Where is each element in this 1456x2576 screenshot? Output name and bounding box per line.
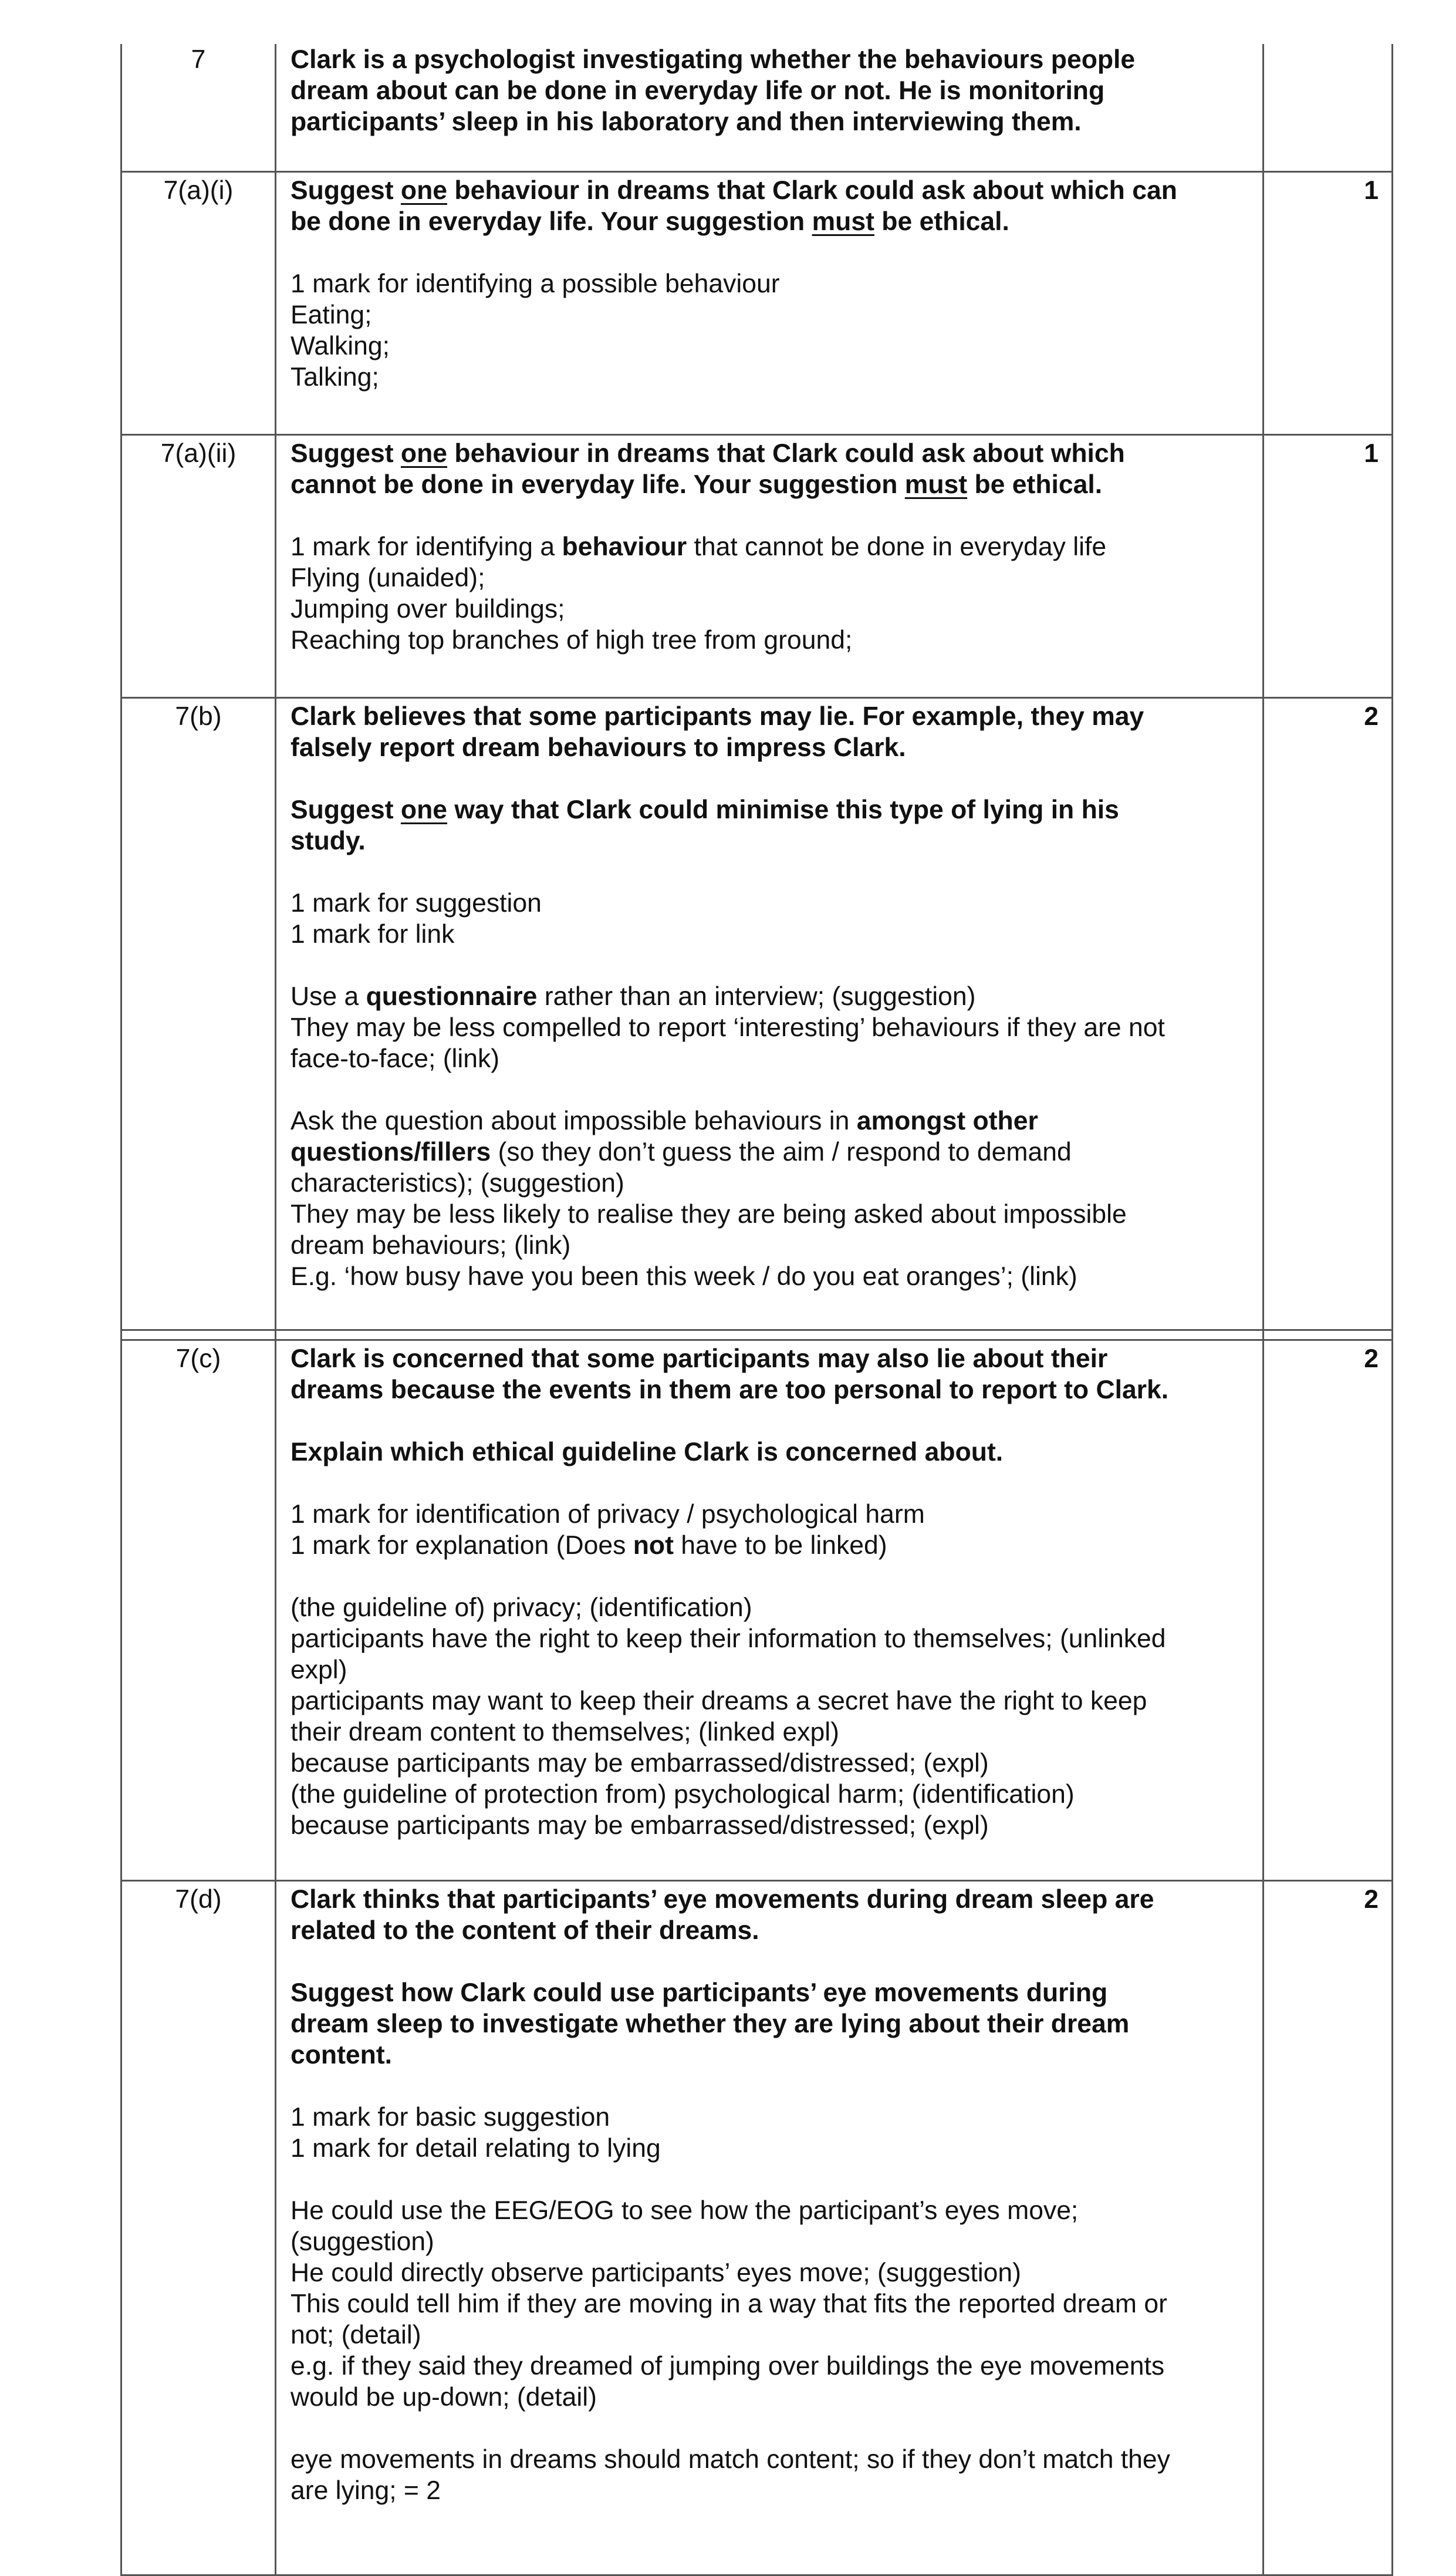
answer-line: [290, 732, 1239, 763]
text-run: dream about can be done in everyday life or not. He is monitoring: [290, 76, 1105, 105]
text-run: not: [633, 1531, 674, 1560]
answer-line: [290, 594, 1239, 625]
text-run: Ask the question about impossible behaviours in: [290, 1107, 857, 1135]
answer-paragraph: [290, 2102, 1239, 2164]
text-run: They may be less likely to realise they are being asked about impossible: [290, 1200, 1127, 1229]
answer-paragraph: [290, 1977, 1239, 2071]
answer-line: [290, 794, 1239, 825]
answer-line: [290, 2039, 1239, 2071]
question-row-7d: [121, 1881, 1393, 2575]
marks-cell: [1264, 44, 1393, 172]
answer-paragraph: [290, 1592, 1239, 1841]
answer-line: [290, 175, 1239, 206]
answer-paragraph: [290, 531, 1239, 656]
text-run: participants’ sleep in his laboratory and then interviewing them.: [290, 107, 1082, 136]
answer-paragraph: [290, 44, 1239, 137]
text-run: have to be linked): [673, 1531, 887, 1560]
text-run: that cannot be done in everyday life: [687, 532, 1107, 561]
text-run: be ethical.: [874, 207, 1009, 236]
text-run: must: [904, 470, 968, 499]
text-run: content.: [290, 2041, 393, 2069]
text-run: participants have the right to keep their information to themselves; (unlinked: [290, 1624, 1166, 1653]
answer-line: [290, 44, 1239, 75]
answer-line: [290, 625, 1239, 656]
mark-scheme-table: [120, 44, 1393, 2576]
answer-line: [290, 2475, 1239, 2506]
answer-line: [290, 1654, 1239, 1685]
text-run: This could tell him if they are moving in a way that fits the reported dream or: [290, 2290, 1167, 2318]
answer-line: [290, 299, 1239, 331]
answer-line: [290, 1043, 1239, 1074]
question-row-7aii: [121, 435, 1393, 698]
answer-line: [290, 1261, 1239, 1292]
text-run: not; (detail): [290, 2321, 421, 2349]
text-run: way that Clark could minimise this type of lying in his: [447, 795, 1119, 824]
text-run: behaviour: [562, 532, 687, 561]
text-run: dream behaviours; (link): [290, 1231, 571, 1260]
text-run: Talking;: [290, 363, 379, 392]
text-run: be ethical.: [967, 470, 1103, 499]
answer-cell: [276, 172, 1264, 435]
answer-line: [290, 1915, 1239, 1946]
text-run: 1 mark for explanation (Does: [290, 1531, 633, 1560]
answer-line: [290, 2382, 1239, 2413]
answer-paragraph: [290, 268, 1239, 393]
text-run: Clark is a psychologist investigating whether the behaviours people: [290, 45, 1136, 74]
text-run: dreams because the events in them are too personal to report to Clark.: [290, 1375, 1169, 1404]
answer-line: [290, 1168, 1239, 1199]
answer-line: [290, 1977, 1239, 2008]
answer-line: [290, 1685, 1239, 1717]
answer-line: [290, 2102, 1239, 2133]
text-run: They may be less compelled to report ‘interesting’ behaviours if they are not: [290, 1013, 1165, 1042]
text-run: are lying; = 2: [290, 2476, 441, 2505]
text-run: face-to-face; (link): [290, 1044, 500, 1073]
text-run: dream sleep to investigate whether they are lying about their dream: [290, 2009, 1130, 2038]
answer-line: [290, 981, 1239, 1012]
marks-cell: 2: [1264, 1340, 1393, 1881]
answer-line: [290, 1437, 1239, 1468]
answer-line: [290, 2008, 1239, 2039]
text-run: cannot be done in everyday life. Your suggestion: [290, 470, 905, 499]
text-run: characteristics); (suggestion): [290, 1169, 624, 1198]
answer-line: [290, 2226, 1239, 2257]
answer-paragraph: [290, 1499, 1239, 1561]
answer-line: [290, 438, 1239, 469]
question-row-7c: [121, 1340, 1393, 1881]
text-run: expl): [290, 1655, 347, 1684]
answer-line: [290, 2319, 1239, 2351]
text-run: study.: [290, 827, 366, 855]
text-run: 1 mark for detail relating to lying: [290, 2134, 661, 2163]
answer-paragraph: [290, 175, 1239, 237]
question-row-7b: [121, 698, 1393, 1330]
answer-line: [290, 268, 1239, 299]
question-number: 7(c): [121, 1340, 276, 1881]
question-number: 7: [121, 44, 276, 172]
text-run: He could directly observe participants’ eyes move; (suggestion): [290, 2258, 1021, 2287]
row-separator: [121, 1330, 1393, 1340]
text-run: Use a: [290, 982, 366, 1011]
answer-line: [290, 75, 1239, 106]
answer-line: [290, 1530, 1239, 1561]
question-number: 7(b): [121, 698, 276, 1330]
question-row-7: [121, 44, 1393, 172]
answer-line: [290, 206, 1239, 237]
question-number: 7(d): [121, 1881, 276, 2575]
text-run: e.g. if they said they dreamed of jumping over buildings the eye movements: [290, 2352, 1165, 2381]
text-run: eye movements in dreams should match content; so if they don’t match they: [290, 2445, 1170, 2474]
text-run: their dream content to themselves; (linked expl): [290, 1718, 839, 1746]
text-run: 1 mark for basic suggestion: [290, 2103, 610, 2132]
answer-line: [290, 531, 1239, 562]
text-run: would be up-down; (detail): [290, 2383, 597, 2412]
text-run: must: [812, 207, 874, 236]
answer-line: [290, 1105, 1239, 1137]
answer-paragraph: [290, 438, 1239, 500]
answer-line: [290, 469, 1239, 500]
answer-line: [290, 1748, 1239, 1779]
text-run: be done in everyday life. Your suggestion: [290, 207, 812, 236]
answer-paragraph: [290, 2444, 1239, 2506]
answer-cell: [276, 44, 1264, 172]
answer-line: [290, 825, 1239, 857]
answer-line: [290, 2288, 1239, 2319]
text-run: because participants may be embarrassed/distressed; (expl): [290, 1749, 989, 1778]
answer-line: [290, 1623, 1239, 1654]
answer-line: [290, 2257, 1239, 2288]
text-run: rather than an interview; (suggestion): [537, 982, 976, 1011]
answer-paragraph: [290, 981, 1239, 1074]
answer-line: [290, 1884, 1239, 1915]
marks-cell: 2: [1264, 698, 1393, 1330]
text-run: Suggest how Clark could use participants’ eye movements during: [290, 1978, 1108, 2007]
answer-line: [290, 1499, 1239, 1530]
text-run: one: [400, 439, 448, 468]
answer-line: [290, 106, 1239, 137]
answer-line: [290, 362, 1239, 393]
text-run: Explain which ethical guideline Clark is concerned about.: [290, 1438, 1004, 1466]
answer-cell: [276, 435, 1264, 698]
marks-cell: 1: [1264, 435, 1393, 698]
text-run: Jumping over buildings;: [290, 595, 565, 623]
answer-line: [290, 1779, 1239, 1810]
answer-paragraph: [290, 1437, 1239, 1468]
answer-cell: [276, 1340, 1264, 1881]
question-number: 7(a)(ii): [121, 435, 276, 698]
answer-line: [290, 331, 1239, 362]
answer-paragraph: [290, 1884, 1239, 1946]
text-run: questions/fillers: [290, 1138, 491, 1166]
answer-line: [290, 919, 1239, 950]
answer-paragraph: [290, 1105, 1239, 1292]
text-run: (suggestion): [290, 2227, 434, 2256]
text-run: (so they don’t guess the aim / respond to demand: [491, 1138, 1072, 1166]
text-run: questionnaire: [366, 982, 538, 1011]
text-run: (the guideline of) privacy; (identification): [290, 1593, 752, 1622]
answer-line: [290, 1810, 1239, 1841]
answer-line: [290, 1343, 1239, 1374]
answer-paragraph: [290, 888, 1239, 950]
text-run: 1 mark for identifying a possible behaviour: [290, 269, 780, 298]
text-run: Clark thinks that participants’ eye movements during dream sleep are: [290, 1885, 1154, 1914]
text-run: behaviour in dreams that Clark could ask about which: [447, 439, 1125, 468]
text-run: 1 mark for identification of privacy / psychological harm: [290, 1500, 925, 1529]
text-run: one: [400, 795, 448, 824]
text-run: He could use the EEG/EOG to see how the participant’s eyes move;: [290, 2196, 1079, 2225]
answer-line: [290, 1012, 1239, 1043]
answer-paragraph: [290, 2195, 1239, 2413]
answer-line: [290, 2133, 1239, 2164]
answer-paragraph: [290, 794, 1239, 857]
text-run: (the guideline of protection from) psychological harm; (identification): [290, 1780, 1075, 1809]
answer-paragraph: [290, 701, 1239, 763]
marks-cell: 2: [1264, 1881, 1393, 2575]
text-run: Walking;: [290, 332, 390, 360]
answer-cell: [276, 1881, 1264, 2575]
text-run: Clark believes that some participants may lie. For example, they may: [290, 702, 1144, 731]
text-run: Eating;: [290, 301, 372, 329]
question-number: 7(a)(i): [121, 172, 276, 435]
answer-cell: [276, 698, 1264, 1330]
text-run: related to the content of their dreams.: [290, 1916, 759, 1945]
text-run: Suggest: [290, 795, 401, 824]
answer-line: [290, 2444, 1239, 2475]
text-run: Clark is concerned that some participants may also lie about their: [290, 1344, 1108, 1373]
text-run: because participants may be embarrassed/distressed; (expl): [290, 1811, 989, 1840]
answer-line: [290, 2195, 1239, 2226]
text-run: Reaching top branches of high tree from ground;: [290, 626, 853, 655]
text-run: behaviour in dreams that Clark could ask about which can: [447, 176, 1177, 205]
text-run: participants may want to keep their dreams a secret have the right to keep: [290, 1687, 1147, 1715]
answer-line: [290, 701, 1239, 732]
answer-line: [290, 888, 1239, 919]
answer-line: [290, 1199, 1239, 1230]
answer-line: [290, 562, 1239, 594]
text-run: 1 mark for suggestion: [290, 889, 542, 918]
answer-line: [290, 1230, 1239, 1261]
text-run: Suggest: [290, 176, 401, 205]
text-run: falsely report dream behaviours to impress Clark.: [290, 733, 906, 762]
answer-line: [290, 1374, 1239, 1405]
text-run: 1 mark for identifying a: [290, 532, 562, 561]
answer-paragraph: [290, 1343, 1239, 1405]
text-run: one: [400, 176, 448, 205]
text-run: Suggest: [290, 439, 401, 468]
text-run: Flying (unaided);: [290, 564, 485, 592]
text-run: E.g. ‘how busy have you been this week / do you eat oranges’; (link): [290, 1262, 1077, 1291]
answer-line: [290, 1717, 1239, 1748]
answer-line: [290, 1592, 1239, 1623]
text-run: amongst other: [856, 1107, 1038, 1135]
text-run: 1 mark for link: [290, 920, 455, 949]
answer-line: [290, 1137, 1239, 1168]
answer-line: [290, 2351, 1239, 2382]
marks-cell: 1: [1264, 172, 1393, 435]
question-row-7ai: [121, 172, 1393, 435]
